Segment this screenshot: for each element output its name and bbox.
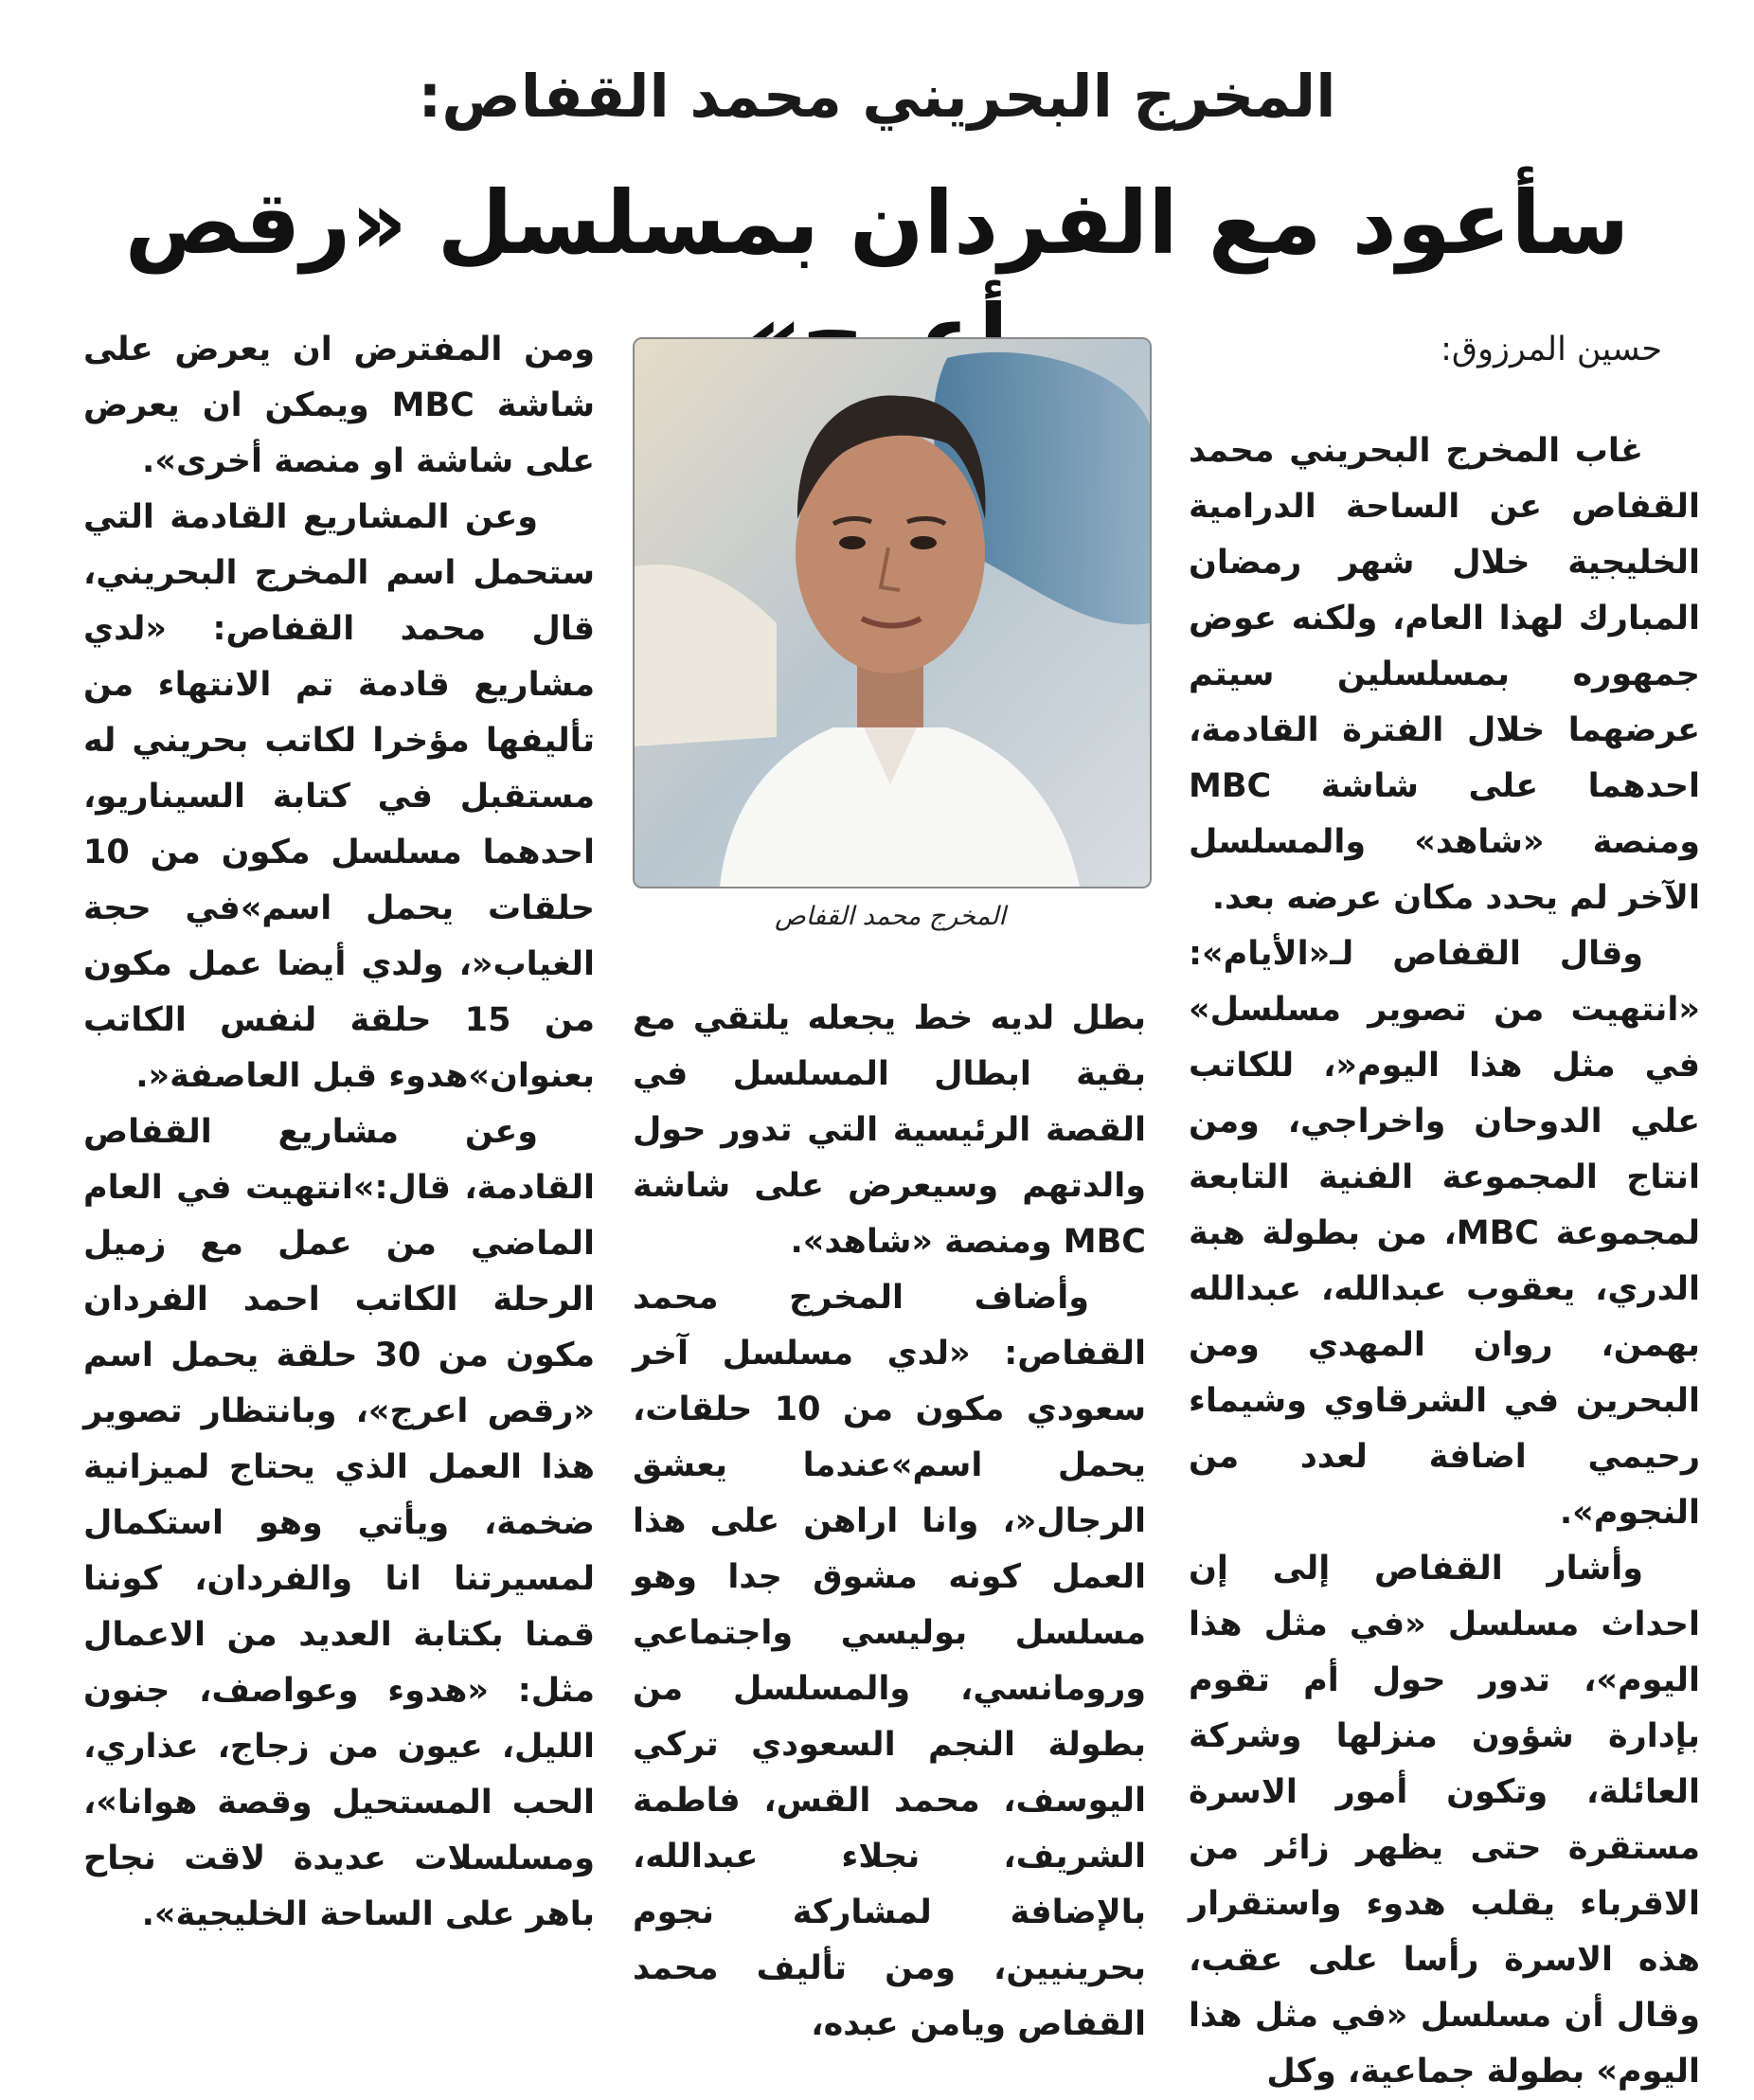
paragraph: ومن المفترض ان يعرض على شاشة MBC ويمكن ان يعرض على شاشة او منصة أخرى».	[83, 331, 596, 480]
paragraph: وقال القفاص لـ«الأيام»: «انتهيت من تصوير مسلسل» في مثل هذا اليوم«، للكاتب علي الدوحان واخراجي، ومن انتاج المجموعة الفنية التابعة لمجموعة MBC، من بطولة هبة الدري، يعقوب عبدالله، عبدالله بهمن، روان المهدي ومن البحرين في الشرقاوي وشيماء رحيمي اضافة لعدد من النجوم».	[1189, 935, 1700, 1532]
photo-caption: المخرج محمد القفاص	[775, 902, 1006, 931]
paragraph: بطل لديه خط يجعله يلتقي مع بقية ابطال المسلسل في القصة الرئيسية التي تدور حول والدتهم وسيعرض على شاشة MBC ومنصة «شاهد».	[633, 999, 1146, 1261]
portrait-photo	[633, 337, 1152, 888]
column-middle	[633, 991, 1146, 2053]
paragraph: غاب المخرج البحريني محمد القفاص عن الساحة الدرامية الخليجية خلال شهر رمضان المبارك لهذا العام، ولكنه عوض جمهوره بمسلسلين سيتم عرضهما خلال الفترة القادمة، احدهما على شاشة MBC ومنصة «شاهد» والمسلسل الآخر لم يحدد مكان عرضه بعد.	[1189, 432, 1700, 917]
article-kicker: المخرج البحريني محمد القفاص:	[418, 62, 1336, 131]
paragraph: وأضاف المخرج محمد القفاص: «لدي مسلسل آخر سعودي مكون من 10 حلقات، يحمل اسم»عندما يعشق الرجال«، وانا اراهن على هذا العمل كونه مشوق جدا وهو مسلسل بوليسي واجتماعي ورومانسي، والمسلسل من بطولة النجم السعودي تركي اليوسف، محمد القس، فاطمة الشريف، نجلاء عبدالله، بالإضافة لمشاركة نجوم بحرينيين، ومن تأليف محمد القفاص ويامن عبده،	[633, 1279, 1146, 2043]
paragraph: وعن مشاريع القفاص القادمة، قال:»انتهيت في العام الماضي من عمل مع زميل الرحلة الكاتب احمد الفردان مكون من 30 حلقة يحمل اسم «رقص اعرج»، وبانتظار تصوير هذا العمل الذي يحتاج لميزانية ضخمة، ويأتي وهو استكمال لمسيرتنا انا والفردان، كوننا قمنا بكتابة العديد من الاعمال مثل: «هدوء وعواصف، جنون الليل، عيون من زجاج، عذاري، الحب المستحيل وقصة هوانا»، ومسلسلات عديدة لاقت نجاح باهر على الساحة الخليجية».	[83, 1113, 595, 1933]
article-headline: سأعود مع الفردان بمسلسل «رقص	[124, 172, 1630, 274]
column-right	[1189, 322, 1700, 2100]
paragraph: وأشار القفاص إلى إن احداث مسلسل «في مثل هذا اليوم»، تدور حول أم تقوم بإدارة شؤون منزلها وشركة العائلة، وتكون أمور الاسرة مستقرة حتى يظهر زائر من الاقرباء يقلب هدوء واستقرار هذه الاسرة رأسا على عقب، وقال أن مسلسل «في مثل هذا اليوم» بطولة جماعية، وكل	[1189, 1550, 1700, 2091]
portrait-photo-icon	[635, 339, 1150, 887]
column-left	[83, 322, 595, 1943]
paragraph: وعن المشاريع القادمة التي ستحمل اسم المخرج البحريني، قال محمد القفاص: «لدي مشاريع قادمة تم الانتهاء من تأليفها مؤخرا لكاتب بحريني له مستقبل في كتابة السيناريو، احدهما مسلسل مكون من 10 حلقات يحمل اسم»في حجة الغياب«، ولدي أيضا عمل مكون من 15 حلقة لنفس الكاتب بعنوان»هدوء قبل العاصفة«.	[83, 498, 595, 1095]
byline: حسين المرزوق:	[1441, 331, 1662, 368]
